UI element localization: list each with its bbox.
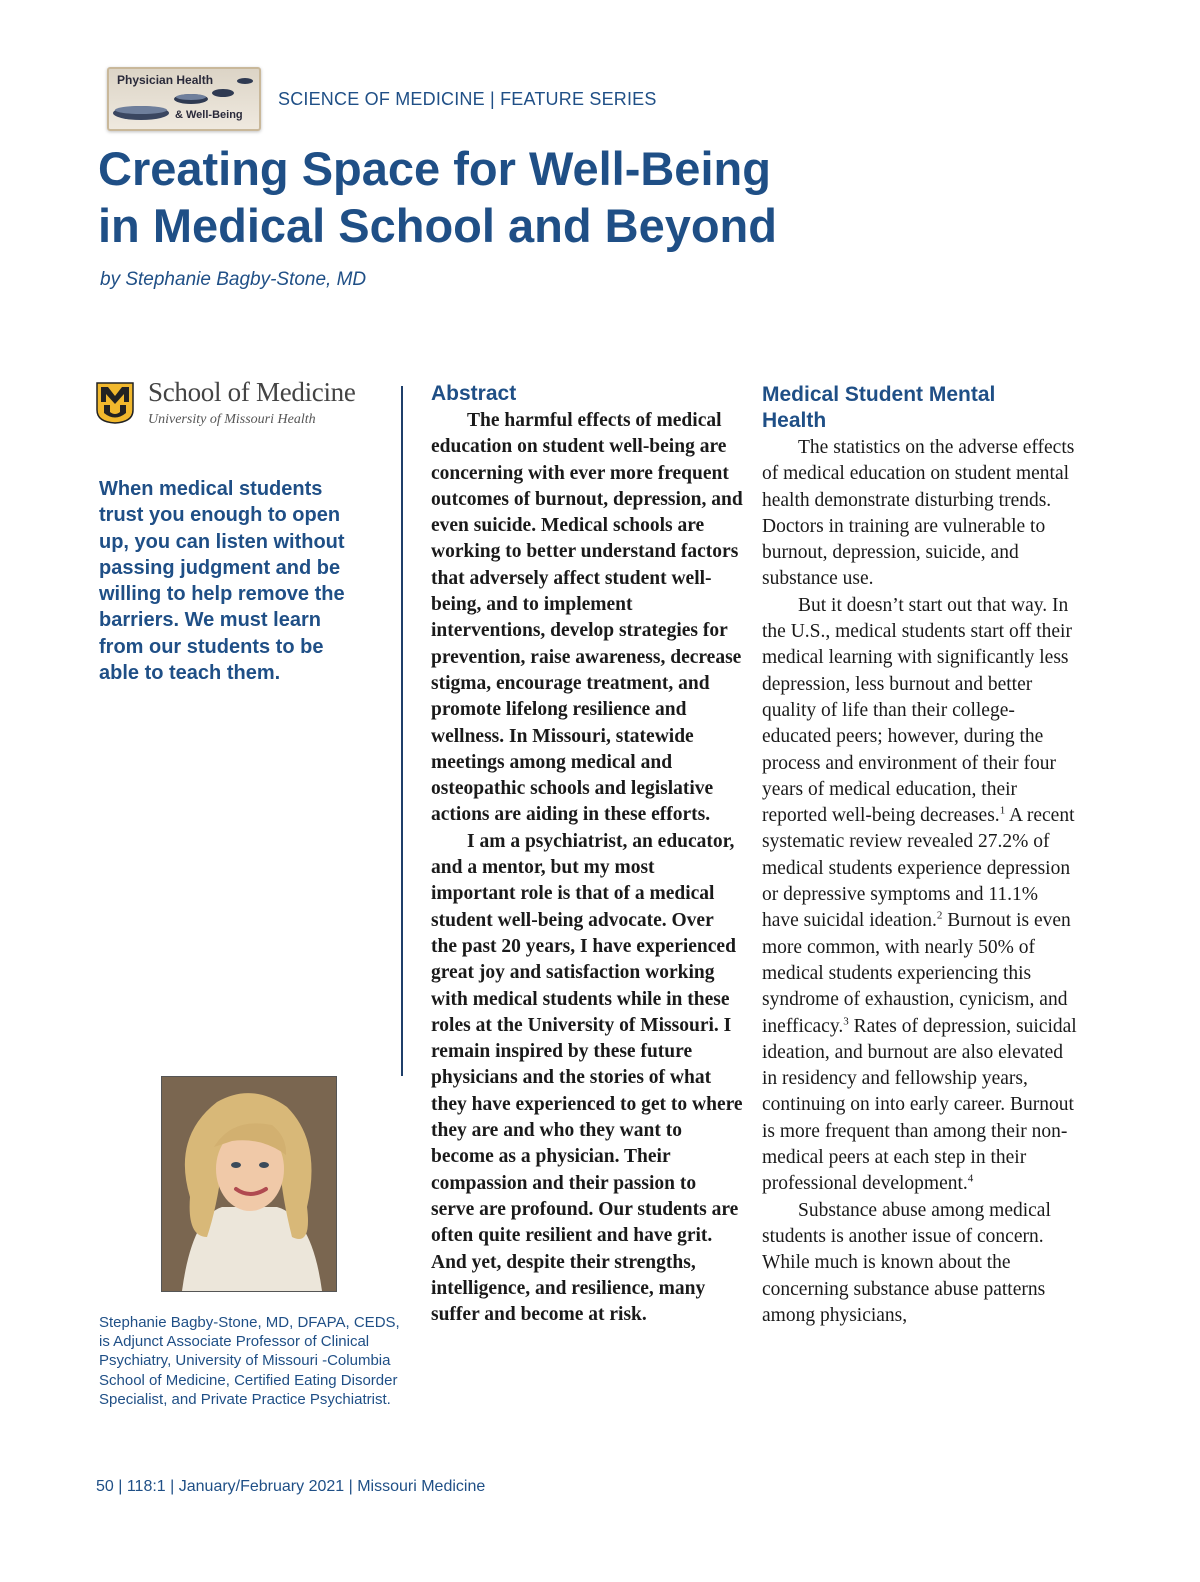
pull-quote: When medical students trust you enough to open up, you can listen without passing judgment and be willing to help remove the barriers. We must learn from our students to be able to teach them. [99,478,345,685]
byline: by Stephanie Bagby-Stone, MD [100,269,367,290]
author-portrait-image [162,1077,336,1291]
column-divider [401,386,403,1076]
series-label: SCIENCE OF MEDICINE | FEATURE SERIES [278,89,657,109]
abstract-paragraph-1: The harmful effects of medical education on student well-being are concerning with ever more frequent outcomes of burnout, depression, and even suicide. Medical schools are working to better understand factors that adversely affect student well-being, and to implement interventions, develop strategies for prevention, raise awareness, decrease stigma, encourage treatment, and promote lifelong resilience and wellness. In Missouri, statewide meetings among medical and osteopathic schools and legislative actions are aiding in these efforts. [431,410,743,826]
reference-2: 2 [936,909,943,922]
paragraph-2-part-b: A recent systematic review revealed 27.2% of medical students experience depression or depressive symptoms and 11.1% have suicidal ideation. [762,805,1075,932]
badge-title: Physician Health [117,73,214,87]
school-name: School of Medicine [148,377,356,407]
title-line-1: Creating Space for Well-Being [98,142,771,195]
paragraph-2-part-a: But it doesn’t start out that way. In the U.S., medical students start off their medical learning with significantly less depression, less burnout and better quality of life than their college-educated peers; however, during the process and environment of their four years of medical education, their reported well-being decreases. [762,594,1072,827]
paragraph-2-part-d: Rates of depression, suicidal ideation, and burnout are also elevated in residency and fellowship years, continuing on into early career. Burnout is more frequent than among their non-medical peers at each step in their professional development. [762,1015,1077,1195]
section-body [762,435,1077,1329]
section-heading: Medical Student Mental Health [762,383,996,432]
reference-1: 1 [999,804,1006,817]
page-footer: 50 | 118:1 | January/February 2021 | Missouri Medicine [96,1478,486,1495]
section-paragraph-3: Substance abuse among medical students is another issue of concern. While much is known about the concerning substance abuse patterns among physicians, [762,1199,1051,1326]
author-caption: Stephanie Bagby-Stone, MD, DFAPA, CEDS, is Adjunct Associate Professor of Clinical Psychiatry, University of Missouri -Columbia School of Medicine, Certified Eating Disorder Specialist, and Private Practice Psychiatrist. [99,1314,400,1408]
section-paragraph-1: The statistics on the adverse effects of medical education on student mental health demonstrate disturbing trends. Doctors in training are vulnerable to burnout, depression, suicide, and substance use. [762,437,1075,590]
badge-subtitle: & Well-Being [175,109,243,121]
title-line-2: in Medical School and Beyond [98,199,777,252]
mu-logo-icon [96,382,134,424]
reference-4: 4 [967,1172,974,1185]
reference-3: 3 [843,1015,849,1028]
feature-series-badge [107,67,261,131]
school-subtitle: University of Missouri Health [148,412,316,427]
abstract-heading: Abstract [431,382,517,405]
abstract-body [431,408,743,1328]
section-paragraph-2 [762,593,1077,1198]
article-title [98,140,898,254]
paragraph-2-part-c: Burnout is even more common, with nearly 50% of medical students experiencing this syndrome of exhaustion, cynicism, and inefficacy. [762,910,1071,1037]
author-photo [161,1076,337,1292]
abstract-paragraph-2: I am a psychiatrist, an educator, and a mentor, but my most important role is that of a medical student well-being advocate. Over the past 20 years, I have experienced great joy and satisfaction working with medical students while in these roles at the University of Missouri. I remain inspired by these future physicians and the stories of what they have experienced to get to where they are and who they want to become as a physician. Their compassion and their passion to serve are profound. Our students are often quite resilient and have grit. And yet, despite their strengths, intelligence, and resilience, many suffer and become at risk. [431,830,743,1326]
